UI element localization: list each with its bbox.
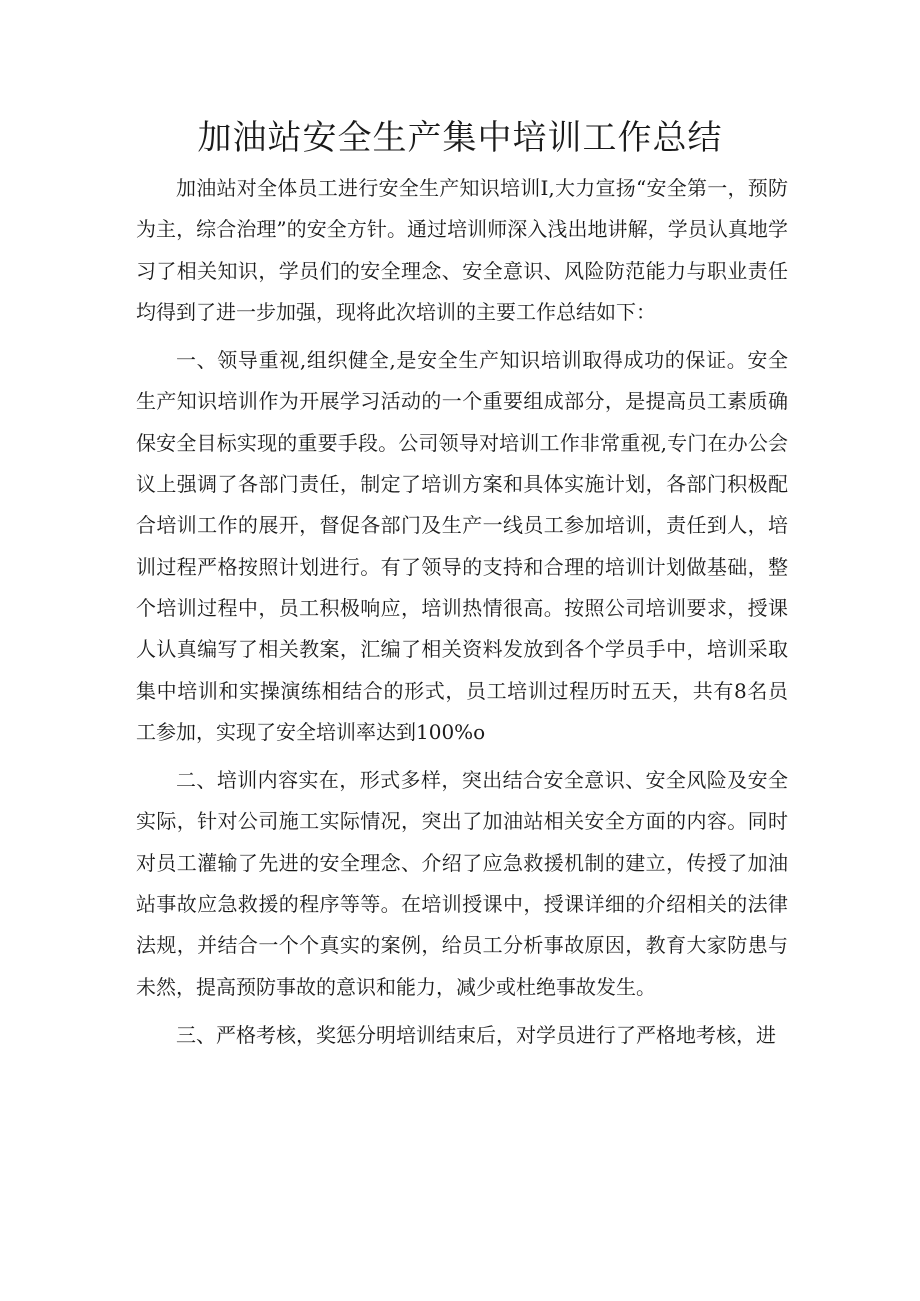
paragraph-section-1: 一、领导重视,组织健全,是安全生产知识培训取得成功的保证。安全生产知识培训作为开展学习活动的一个重要组成部分，是提高员工素质确保安全目标实现的重要手段。公司领导对培训工作非常重视,专门在办公会议上强调了各部门责任，制定了培训方案和具体实施计划，各部门积极配合培训工作的展开，督促各部门及生产一线员工参加培训，责任到人，培训过程严格按照计划进行。有了领导的支持和合理的培训计划做基础，整个培训过程中，员工积极响应，培训热情很高。按照公司培训要求，授课人认真编写了相关教案，汇编了相关资料发放到各个学员手中，培训采取集中培训和实操演练相结合的形式，员工培训过程历时五天，共有8名员工参加，实现了安全培训率达到100%o (136, 348, 788, 744)
document-body (136, 168, 788, 1063)
paragraph-intro: 加油站对全体员工进行安全生产知识培训I,大力宣扬“安全第一，预防为主，综合治理”的安全方针。通过培训师深入浅出地讲解，学员认真地学习了相关知识，学员们的安全理念、安全意识、风险防范能力与职业责任均得到了进一步加强，现将此次培训的主要工作总结如下： (136, 176, 788, 324)
paragraph-section-3: 三、严格考核，奖惩分明培训结束后，对学员进行了严格地考核，进 (176, 1022, 776, 1047)
document-title: 加油站安全生产集中培训工作总结 (197, 118, 723, 158)
paragraph-section-2: 二、培训内容实在，形式多样，突出结合安全意识、安全风险及安全实际，针对公司施工实际情况，突出了加油站相关安全方面的内容。同时对员工灌输了先进的安全理念、介绍了应急救援机制的建立，传授了加油站事故应急救援的程序等等。在培训授课中，授课详细的介绍相关的法律法规，并结合一个个真实的案例，给员工分析事故原因，教育大家防患与未然，提高预防事故的意识和能力，减少或杜绝事故发生。 (136, 768, 788, 999)
